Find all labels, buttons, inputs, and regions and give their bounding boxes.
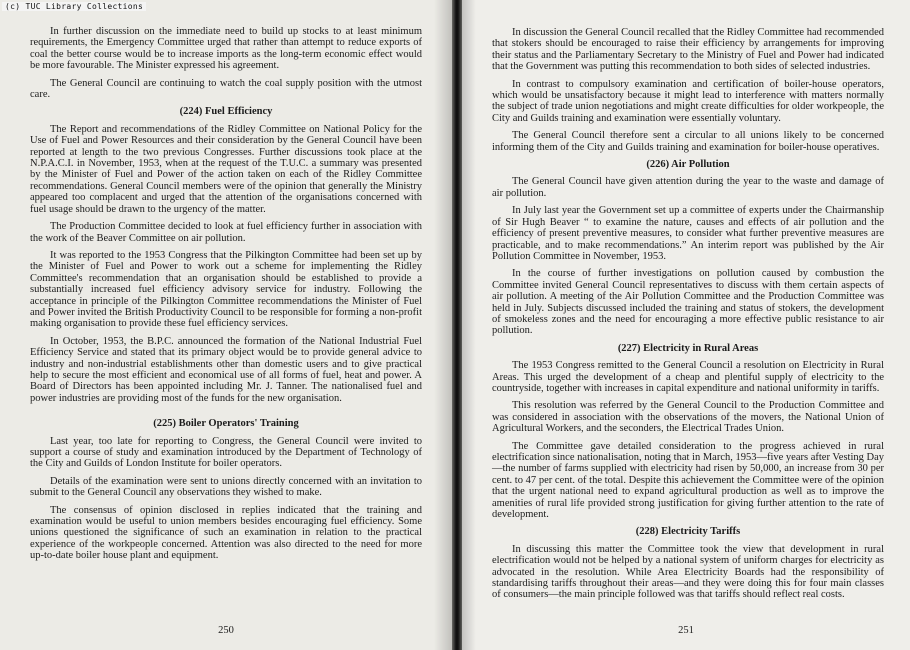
left-page bbox=[0, 0, 452, 650]
paragraph: Details of the examination were sent to unions directly concerned with an invitation to submit to the General Council any observations they wished to make. bbox=[30, 475, 422, 499]
paragraph: In further discussion on the immediate need to build up stocks to at least minimum requirements, the Emergency Committee urged that rather than attempt to reduce exports of coal the better course would be to increase imports as the long-term economic effect would be more favourable. The Minister expressed his agreement. bbox=[30, 26, 422, 72]
paragraph: The consensus of opinion disclosed in replies indicated that the training and examination would be useful to union members besides encouraging fuel efficiency. Some unions questioned the significance of such an examination in relation to the practical experience of the workpeople concerned. Attention was also directed to the need for more up-to-date boiler house plant and equipment. bbox=[30, 504, 422, 562]
paragraph: This resolution was referred by the General Council to the Production Committee and was considered in association with the observations of the movers, the National Union of Agricultural Workers, and the seconders, the Electrical Trades Union. bbox=[492, 400, 884, 435]
section-heading-air-pollution: (226) Air Pollution bbox=[646, 159, 730, 171]
page-number: 250 bbox=[218, 624, 234, 636]
paragraph: The Committee gave detailed consideration to the progress achieved in rural electrification since nationalisation, noting that in March, 1953—five years after Vesting Day—the number of farms supplied with electricity had risen by 50,000, an increase from 30 per cent. to 47 per cent. of the total. Despite this achievement the Committee were of the opinion that the urgent national need to expand agricultural production as well as to improve the amenities of rural life provided strong justification for giving further attention to the rate of development. bbox=[492, 440, 884, 521]
right-page bbox=[462, 0, 910, 650]
paragraph: Last year, too late for reporting to Congress, the General Council were invited to support a course of study and examination introduced by the Department of Technology of the City and Guilds of London Institute for boiler operators. bbox=[30, 435, 422, 470]
paragraph: In July last year the Government set up a committee of experts under the Chairmanship of Sir Hugh Beaver “ to examine the nature, causes and effects of air pollution and the efficiency of present preventive measures, to consider what further preventive measures are practicable, and to make recommendations.” An interim report was published by the Air Pollution Committee in November, 1953. bbox=[492, 205, 884, 262]
paragraph: It was reported to the 1953 Congress that the Pilkington Committee had been set up by the Minister of Fuel and Power to work out a scheme for implementing the Ridley Committee's recommendation that an organisation should be established to provide a substantially increased fuel efficiency advisory service for industry. Following the acceptance in principle of the Pilkington Committee recommendations the Minister of Fuel and Power invited the British Productivity Council to be responsible for forming a non-profit making organisation to provide these fuel efficiency services. bbox=[30, 249, 422, 330]
paragraph: In October, 1953, the B.P.C. announced the formation of the National Industrial Fuel Efficiency Service and stated that its primary object would be to provide general advice to industry and non-industrial establishments other than domestic users and to give practical help to secure the most efficient and economical use of all forms of fuel, heat and power. A Board of Directors has been appointed including Mr. J. Tanner. The nationalised fuel and power industries are providing most of the funds for the new organisation. bbox=[30, 335, 422, 404]
page-number: 251 bbox=[678, 624, 694, 636]
page-shadow bbox=[462, 0, 476, 650]
page-shadow bbox=[434, 0, 452, 650]
section-heading-electricity-rural-areas: (227) Electricity in Rural Areas bbox=[617, 342, 759, 354]
paragraph: In the course of further investigations on pollution caused by combustion the Committee invited General Council representatives to discuss with them certain aspects of air pollution. A meeting of the Air Pollution Committee and the Production Committee was held in July. Subjects discussed included the training and status of stokers, the development of smokeless zones and the need for encouraging a more effective public resistance to air pollution. bbox=[492, 268, 884, 337]
section-heading-electricity-tariffs: (228) Electricity Tariffs bbox=[635, 526, 741, 538]
paragraph: In discussing this matter the Committee took the view that development in rural electrification would not be helped by a national system of uniform charges for electricity as advocated in the resolution. While Area Electricity Boards had the responsibility of standardising tariffs throughout their areas—and they were doing this for four main classes of consumers—the main principle followed was that tariffs should reflect real costs. bbox=[492, 543, 884, 601]
section-heading-boiler-operators-training: (225) Boiler Operators' Training bbox=[153, 418, 299, 430]
paragraph: The 1953 Congress remitted to the General Council a resolution on Electricity in Rural Areas. This urged the development of a cheap and plentiful supply of electricity to the countryside, together with increases in capital expenditure and national uniformity in tariffs. bbox=[492, 360, 884, 394]
paragraph: In discussion the General Council recalled that the Ridley Committee had recommended that stokers should be encouraged to raise their efficiency by arrangements for improving their status and the Parliamentary Secretary to the Ministry of Fuel and Power had indicated that the Government was putting this recommendation to both sides of selected industries. bbox=[492, 27, 884, 73]
watermark: (c) TUC Library Collections bbox=[2, 2, 146, 11]
paragraph: The General Council have given attention during the year to the waste and damage of air pollution. bbox=[492, 176, 884, 199]
section-heading-fuel-efficiency: (224) Fuel Efficiency bbox=[179, 106, 273, 118]
paragraph: The General Council are continuing to watch the coal supply position with the utmost care. bbox=[30, 77, 422, 101]
paragraph: The Production Committee decided to look at fuel efficiency further in association with the work of the Beaver Committee on air pollution. bbox=[30, 221, 422, 244]
paragraph: In contrast to compulsory examination and certification of boiler-house operators, which would be unsatisfactory because it might lead to interference with matters normally the subject of trade union negotiations and might create difficulties for older workpeople, the City and Guilds training and examination were essentially voluntary. bbox=[492, 78, 884, 124]
paragraph: The Report and recommendations of the Ridley Committee on National Policy for the Use of Fuel and Power Resources and their consideration by the General Council have been reported at length to the two previous Congresses. Further discussions took place at the N.P.A.C.I. in November, 1953, when at the request of the T.U.C. a summary was presented by the Minister of Fuel and Power of the action taken on each of the Ridley Committee recommendations. General Council members were of the opinion that generally the Ministry appeared too complacent and urged that the attention of the organisations concerned with fuel usage should be drawn to the urgency of the matter. bbox=[30, 123, 422, 215]
paragraph: The General Council therefore sent a circular to all unions likely to be concerned informing them of the City and Guilds training and examination for boiler-house operatives. bbox=[492, 130, 884, 153]
book-gutter bbox=[452, 0, 462, 650]
